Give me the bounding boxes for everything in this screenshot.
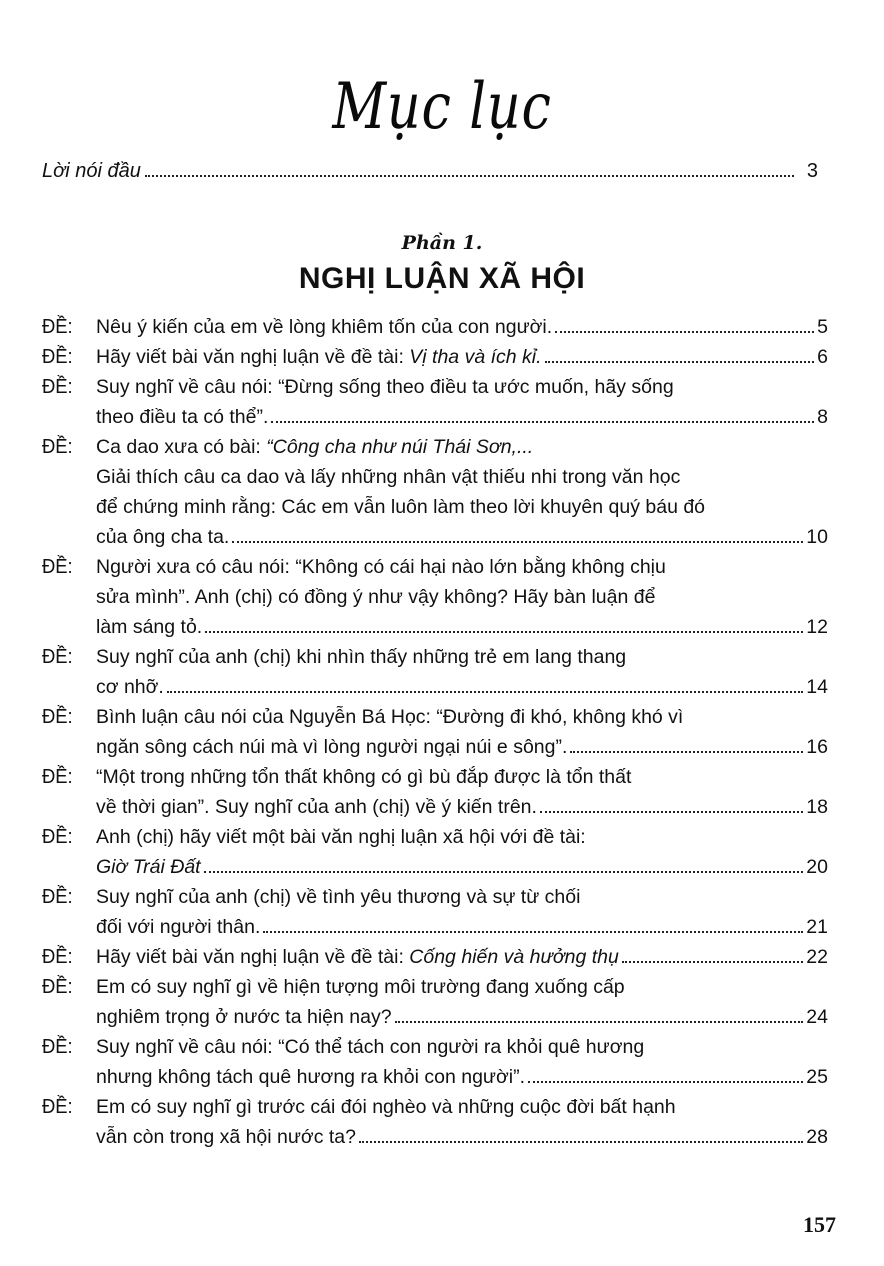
de-label: ĐỀ: (42, 886, 73, 908)
entry-text-segment: Em có suy nghĩ gì về hiện tượng môi trường đang xuống cấp (96, 976, 625, 998)
entry-line (96, 612, 828, 642)
entry-body (96, 762, 828, 822)
entry-line (96, 642, 828, 672)
entry-page: 28 (806, 1126, 828, 1148)
entry-line (96, 852, 828, 882)
entry-text-segment: làm sáng tỏ. (96, 616, 203, 638)
entry-line (96, 762, 828, 792)
dot-leader (570, 751, 803, 753)
entry-text (96, 1002, 392, 1032)
entry-line (96, 1122, 828, 1152)
toc-entry[interactable] (42, 642, 828, 702)
entry-text (96, 432, 533, 462)
entry-text-segment: nhưng không tách quê hương ra khỏi con người”. (96, 1066, 525, 1088)
entry-text (96, 972, 625, 1002)
entry-text-segment: Suy nghĩ của anh (chị) về tình yêu thương và sự từ chối (96, 886, 581, 908)
page-title: Mục lục (332, 70, 552, 144)
entry-body (96, 642, 828, 702)
entry-body (96, 342, 828, 372)
entry-text (96, 372, 674, 402)
entry-line (96, 672, 828, 702)
entry-line (96, 1002, 828, 1032)
toc-entry[interactable] (42, 312, 828, 342)
entry-line (96, 822, 828, 852)
entry-text-segment: ngăn sông cách núi mà vì lòng người ngại núi e sông”. (96, 736, 568, 758)
page-number: 157 (803, 1212, 836, 1237)
de-label: ĐỀ: (42, 346, 73, 368)
entry-text (96, 822, 586, 852)
entry-text-segment: cơ nhỡ. (96, 676, 164, 698)
entry-text (96, 702, 683, 732)
entry-page: 6 (817, 346, 828, 368)
entry-line (96, 942, 828, 972)
entry-text (96, 912, 260, 942)
entry-line (96, 582, 828, 612)
entry-page: 22 (806, 946, 828, 968)
de-label: ĐỀ: (42, 946, 73, 968)
de-label: ĐỀ: (42, 766, 73, 788)
entry-text-segment: về thời gian”. Suy nghĩ của anh (chị) về ý kiến trên. (96, 796, 537, 818)
entry-line (96, 462, 828, 492)
entry-text-segment: của ông cha ta. (96, 526, 230, 548)
dot-leader (263, 931, 803, 933)
toc-entry[interactable] (42, 552, 828, 642)
entry-text-segment: đối với người thân. (96, 916, 261, 938)
entry-line (96, 972, 828, 1002)
dot-leader (555, 331, 814, 333)
preface-page: 3 (806, 160, 818, 182)
entry-line (96, 1062, 828, 1092)
entry-text-segment: Hãy viết bài văn nghị luận về đề tài: (96, 946, 410, 968)
dot-leader (232, 541, 803, 543)
dot-leader (395, 1021, 804, 1023)
entry-page: 5 (817, 316, 828, 338)
entry-text (96, 492, 705, 522)
toc-entry[interactable] (42, 432, 828, 552)
entry-text-italic: Cống hiến và hưởng thụ (409, 946, 619, 968)
entry-text (96, 732, 567, 762)
dot-leader (167, 691, 803, 693)
entry-line (96, 312, 828, 342)
entry-line (96, 1032, 828, 1062)
entry-line (96, 432, 828, 462)
entry-text-segment: sửa mình”. Anh (chị) có đồng ý như vậy không? Hãy bàn luận để (96, 586, 656, 608)
dot-leader (205, 631, 803, 633)
de-label: ĐỀ: (42, 316, 73, 338)
toc-entry[interactable] (42, 822, 828, 882)
entry-text (96, 672, 164, 702)
de-label: ĐỀ: (42, 976, 73, 998)
de-label: ĐỀ: (42, 436, 73, 458)
entry-line (96, 552, 828, 582)
dot-leader (359, 1141, 803, 1143)
entry-body (96, 702, 828, 762)
entry-page: 10 (806, 526, 828, 548)
entry-body (96, 1092, 828, 1152)
entry-text-segment: “Một trong những tổn thất không có gì bù đắp được là tổn thất (96, 766, 632, 788)
toc-entry[interactable] (42, 342, 828, 372)
entry-text (96, 642, 626, 672)
entry-text-segment: Em có suy nghĩ gì trước cái đói nghèo và những cuộc đời bất hạnh (96, 1096, 676, 1118)
toc-entry[interactable] (42, 372, 828, 432)
dot-leader (622, 961, 803, 963)
entry-text (96, 942, 619, 972)
entry-text-segment: Suy nghĩ về câu nói: “Có thể tách con người ra khỏi quê hương (96, 1036, 645, 1058)
entry-line (96, 792, 828, 822)
entry-text-segment: Suy nghĩ về câu nói: “Đừng sống theo điều ta ước muốn, hãy sống (96, 376, 674, 398)
entry-page: 12 (806, 616, 828, 638)
entry-page: 21 (806, 916, 828, 938)
entry-page: 20 (806, 856, 828, 878)
part-label: Phần 1. (401, 232, 483, 254)
entry-line (96, 402, 828, 432)
entry-line (96, 1092, 828, 1122)
entry-text (96, 522, 229, 552)
entry-text-segment: Suy nghĩ của anh (chị) khi nhìn thấy những trẻ em lang thang (96, 646, 627, 668)
toc-entry[interactable] (42, 882, 828, 942)
entry-line (96, 492, 828, 522)
toc-entry[interactable] (42, 762, 828, 822)
entry-text (96, 882, 580, 912)
entry-text-italic: “Công cha như núi Thái Sơn,... (266, 436, 534, 458)
entry-page: 25 (806, 1066, 828, 1088)
entry-text-italic: Vị tha và ích kỉ. (409, 346, 542, 368)
entry-text (96, 402, 268, 432)
toc-preface[interactable] (42, 160, 818, 183)
entry-text-segment: Người xưa có câu nói: “Không có cái hại nào lớn bằng không chịu (96, 556, 666, 578)
entry-line (96, 342, 828, 372)
entry-page: 24 (806, 1006, 828, 1028)
entry-body (96, 882, 828, 942)
entry-body (96, 552, 828, 642)
entry-text (96, 312, 552, 342)
entry-body (96, 822, 828, 882)
dot-leader (540, 811, 803, 813)
entry-text-segment: vẫn còn trong xã hội nước ta? (96, 1126, 356, 1148)
entry-body (96, 942, 828, 972)
entry-line (96, 372, 828, 402)
entry-text-segment: để chứng minh rằng: Các em vẫn luôn làm theo lời khuyên quý báu đó (96, 496, 706, 518)
entry-body (96, 372, 828, 432)
toc-entry[interactable] (42, 702, 828, 762)
entry-line (96, 882, 828, 912)
entry-text (96, 612, 202, 642)
entry-text (96, 342, 542, 372)
dot-leader (271, 421, 814, 423)
entry-page: 18 (806, 796, 828, 818)
toc-entry[interactable] (42, 942, 828, 972)
de-label: ĐỀ: (42, 646, 73, 668)
entry-text (96, 1062, 525, 1092)
toc-entry[interactable] (42, 1032, 828, 1092)
de-label: ĐỀ: (42, 376, 73, 398)
entry-line (96, 732, 828, 762)
entry-line (96, 702, 828, 732)
entry-text-italic: Giờ Trái Đất (96, 856, 201, 878)
dot-leader (528, 1081, 803, 1083)
entry-text-segment: Ca dao xưa có bài: (96, 436, 267, 458)
toc-entry[interactable] (42, 1092, 828, 1152)
de-label: ĐỀ: (42, 706, 73, 728)
entry-text (96, 792, 537, 822)
part-title: NGHỊ LUẬN XÃ HỘI (298, 262, 586, 295)
toc-entry[interactable] (42, 972, 828, 1032)
entry-body (96, 1032, 828, 1092)
de-label: ĐỀ: (42, 556, 73, 578)
de-label: ĐỀ: (42, 1096, 73, 1118)
entry-text-segment: Giải thích câu ca dao và lấy những nhân vật thiếu nhi trong văn học (96, 466, 681, 488)
entry-text (96, 1122, 356, 1152)
entry-text-segment: Bình luận câu nói của Nguyễn Bá Học: “Đường đi khó, không khó vì (96, 706, 684, 728)
de-label: ĐỀ: (42, 826, 73, 848)
entry-line (96, 522, 828, 552)
dot-leader (145, 174, 794, 177)
entry-page: 14 (806, 676, 828, 698)
toc-entries (42, 312, 828, 1152)
entry-page: 8 (817, 406, 828, 428)
entry-text (96, 582, 655, 612)
de-label: ĐỀ: (42, 1036, 73, 1058)
dot-leader (204, 871, 804, 873)
preface-label: Lời nói đầu (42, 160, 141, 182)
entry-text (96, 462, 680, 492)
entry-text (96, 552, 666, 582)
entry-text-segment: Nêu ý kiến của em về lòng khiêm tốn của con người. (96, 316, 553, 338)
entry-body (96, 432, 828, 552)
entry-text-segment: Hãy viết bài văn nghị luận về đề tài: (96, 346, 410, 368)
entry-text-segment: Anh (chị) hãy viết một bài văn nghị luận xã hội với đề tài: (96, 826, 586, 848)
entry-text (96, 1032, 644, 1062)
entry-text-segment: nghiêm trọng ở nước ta hiện nay? (96, 1006, 392, 1028)
entry-text (96, 1092, 676, 1122)
entry-text-segment: theo điều ta có thể”. (96, 406, 269, 428)
dot-leader (545, 361, 815, 363)
entry-body (96, 972, 828, 1032)
entry-text (96, 762, 631, 792)
entry-body (96, 312, 828, 342)
entry-page: 16 (806, 736, 828, 758)
entry-text (96, 852, 201, 882)
entry-line (96, 912, 828, 942)
